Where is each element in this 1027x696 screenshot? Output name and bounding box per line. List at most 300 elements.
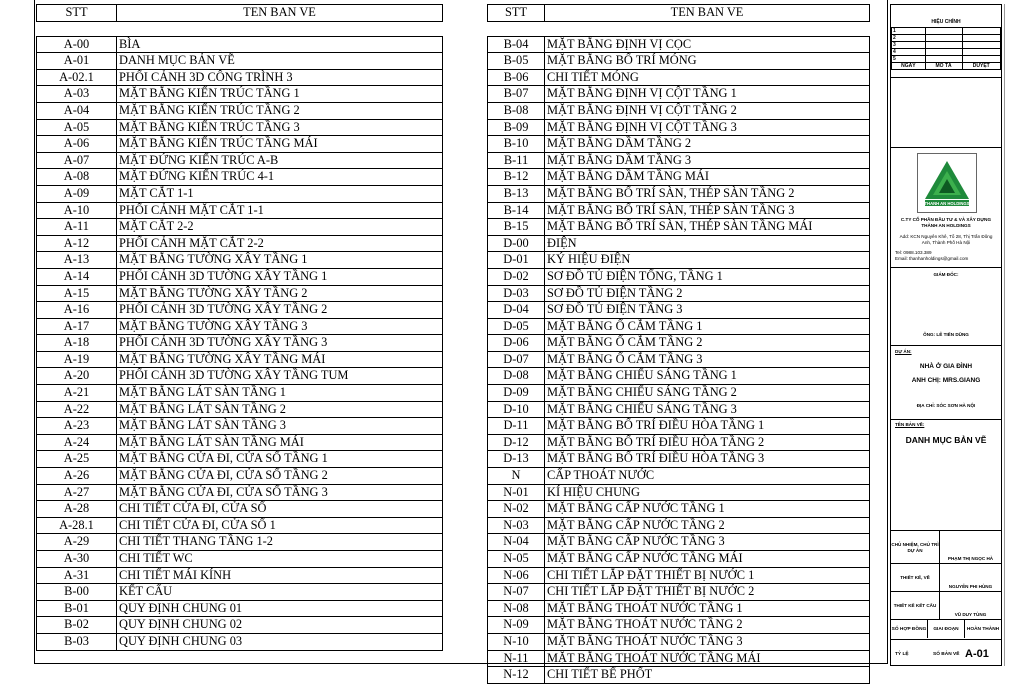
drawing-name: MẶT BẰNG ĐỊNH VỊ CỘT TẦNG 1 <box>545 86 870 103</box>
revision-header-row <box>892 63 1001 70</box>
drawing-code: D-01 <box>488 252 545 269</box>
table-row <box>488 468 870 485</box>
drawing-code: A-08 <box>37 169 117 186</box>
drawing-code: A-13 <box>37 252 117 269</box>
table-row <box>37 219 443 236</box>
drawing-name: CHI TIẾT LẮP ĐẶT THIẾT BỊ NƯỚC 1 <box>545 567 870 584</box>
table-row <box>488 335 870 352</box>
table-row <box>488 484 870 501</box>
table-row <box>37 102 443 119</box>
drawing-code: D-00 <box>488 235 545 252</box>
drawing-name: MẶT BẰNG THOÁT NƯỚC TẦNG MÁI <box>545 650 870 667</box>
table-row <box>37 633 443 650</box>
drawing-code: B-01 <box>37 600 117 617</box>
table-row <box>488 517 870 534</box>
drawing-name: MẶT BẰNG BỐ TRÍ ĐIỀU HÒA TẦNG 1 <box>545 418 870 435</box>
table-row <box>37 335 443 352</box>
revision-row <box>892 49 1001 56</box>
drawing-code: A-07 <box>37 152 117 169</box>
table-row <box>37 484 443 501</box>
table-row <box>488 252 870 269</box>
revision-row <box>892 42 1001 49</box>
drawing-name: KÝ HIỆU ĐIỆN <box>545 252 870 269</box>
table-row <box>488 617 870 634</box>
drawing-name: PHỐI CẢNH 3D TƯỜNG XÂY TẦNG 3 <box>117 335 443 352</box>
signature-role: CHỦ NHIỆM, CHỦ TRÌ DỰ ÁN <box>891 531 940 564</box>
table-row <box>37 517 443 534</box>
drawing-name: CHI TIẾT BỂ PHỐT <box>545 667 870 684</box>
signature-row <box>891 591 1001 620</box>
drawing-code: D-11 <box>488 418 545 435</box>
drawing-code: A-24 <box>37 434 117 451</box>
drawing-code: D-03 <box>488 285 545 302</box>
drawing-code: D-10 <box>488 401 545 418</box>
drawing-code: A-01 <box>37 53 117 70</box>
table-row <box>37 318 443 335</box>
table-row <box>37 69 443 86</box>
table-row <box>37 36 443 53</box>
drawing-name: MẶT BẰNG CẤP NƯỚC TẦNG 2 <box>545 517 870 534</box>
table-row <box>488 318 870 335</box>
table-row <box>37 235 443 252</box>
table-row <box>37 86 443 103</box>
drawing-name: MẶT BẰNG TƯỜNG XÂY TẦNG 1 <box>117 252 443 269</box>
table-row <box>37 185 443 202</box>
table-row <box>488 434 870 451</box>
drawing-code: B-05 <box>488 53 545 70</box>
table-row <box>488 119 870 136</box>
spacer-cell <box>37 21 117 36</box>
drawing-code: A-27 <box>37 484 117 501</box>
table-row <box>488 451 870 468</box>
drawing-code: B-13 <box>488 185 545 202</box>
drawing-name: MẶT BẰNG CHIẾU SÁNG TẦNG 3 <box>545 401 870 418</box>
revision-number: 2 <box>892 35 926 42</box>
drawing-name: PHỐI CẢNH 3D TƯỜNG XÂY TẦNG 2 <box>117 302 443 319</box>
drawing-code: D-06 <box>488 335 545 352</box>
company-tel: Tel: 0988.103.389 <box>895 250 932 255</box>
revision-col-approve: DUYỆT <box>962 63 1001 70</box>
page-edge <box>1004 4 1005 666</box>
drawing-name: MẶT ĐỨNG KIẾN TRÚC A-B <box>117 152 443 169</box>
drawing-name: MẶT BẰNG CỬA ĐI, CỬA SỔ TẦNG 1 <box>117 451 443 468</box>
revision-approve-cell <box>962 56 1001 63</box>
table-row <box>488 385 870 402</box>
table-row <box>488 219 870 236</box>
drawing-code: N-07 <box>488 584 545 601</box>
drawing-name: MẶT BẰNG LÁT SÀN TẦNG 2 <box>117 401 443 418</box>
drawing-code: B-03 <box>37 633 117 650</box>
drawing-name: MẶT BẰNG BỐ TRÍ SÀN, THÉP SÀN TẦNG MÁI <box>545 219 870 236</box>
table-row <box>37 368 443 385</box>
table-row <box>488 202 870 219</box>
revision-desc-cell <box>925 28 962 35</box>
drawing-name: MẶT BẰNG ĐỊNH VỊ CỌC <box>545 36 870 53</box>
drawing-code: A-26 <box>37 468 117 485</box>
contract-no: SỐ HỢP ĐỒNG <box>891 620 928 638</box>
drawing-name: MẶT BẰNG ĐỊNH VỊ CỘT TẦNG 3 <box>545 119 870 136</box>
drawing-name: QUY ĐỊNH CHUNG 01 <box>117 600 443 617</box>
drawing-name: CHI TIẾT WC <box>117 551 443 568</box>
drawing-name: MẶT CẮT 2-2 <box>117 219 443 236</box>
drawing-name: MẶT ĐỨNG KIẾN TRÚC 4-1 <box>117 169 443 186</box>
drawing-code: A-18 <box>37 335 117 352</box>
drawing-code: N-01 <box>488 484 545 501</box>
table-row <box>37 136 443 153</box>
table-row <box>37 152 443 169</box>
drawing-name: MẶT CẮT 1-1 <box>117 185 443 202</box>
table-row <box>488 351 870 368</box>
logo-wordmark: THANH AN HOLDINGS <box>924 201 970 206</box>
header-name: TEN BAN VE <box>545 5 870 22</box>
drawing-name: MẶT BẰNG BỐ TRÍ SÀN, THÉP SÀN TẦNG 3 <box>545 202 870 219</box>
drawing-name: ĐIỆN <box>545 235 870 252</box>
drawing-code: B-09 <box>488 119 545 136</box>
drawing-code: A-23 <box>37 418 117 435</box>
table-row <box>488 136 870 153</box>
drawing-code: N-05 <box>488 551 545 568</box>
sheet-number: A-01 <box>965 648 989 660</box>
drawing-name: MẶT BẰNG BỐ TRÍ MÓNG <box>545 53 870 70</box>
drawing-code: D-07 <box>488 351 545 368</box>
revision-title: HIỆU CHỈNH <box>931 19 961 25</box>
drawing-list-left <box>36 4 443 651</box>
table-row <box>37 252 443 269</box>
revision-number: 5 <box>892 56 926 63</box>
title-block <box>890 4 1002 666</box>
drawing-name: MẶT BẰNG CẤP NƯỚC TẦNG 1 <box>545 501 870 518</box>
table-row <box>488 551 870 568</box>
sheet-title: DANH MỤC BẢN VẼ <box>905 435 987 445</box>
table-row <box>488 152 870 169</box>
revision-desc-cell <box>925 49 962 56</box>
table-row <box>37 501 443 518</box>
drawing-code: B-07 <box>488 86 545 103</box>
drawing-code: A-29 <box>37 534 117 551</box>
drawing-name: MẶT BẰNG LÁT SÀN TẦNG 1 <box>117 385 443 402</box>
table-row <box>488 102 870 119</box>
table-row <box>488 235 870 252</box>
table-row <box>37 401 443 418</box>
table-row <box>488 600 870 617</box>
project-name: NHÀ Ở GIA ĐÌNH <box>919 363 973 370</box>
sheet-number-row <box>891 643 1001 665</box>
table-row <box>37 468 443 485</box>
drawing-code: A-19 <box>37 351 117 368</box>
table-row <box>488 667 870 684</box>
company-email: Email: thanhanholdings@gmail.com <box>895 256 969 261</box>
table-row <box>37 584 443 601</box>
client-name: ANH CHỊ: MRS.GIANG <box>911 377 981 384</box>
triangle-logo-icon <box>921 157 973 209</box>
drawing-code: N-02 <box>488 501 545 518</box>
table-row <box>37 268 443 285</box>
drawing-code: A-10 <box>37 202 117 219</box>
table-row <box>488 169 870 186</box>
drawing-name: MẶT BẰNG CHIẾU SÁNG TẦNG 2 <box>545 385 870 402</box>
drawing-code: A-21 <box>37 385 117 402</box>
table-row <box>37 534 443 551</box>
signature-name: VŨ DUY TÙNG <box>954 612 987 617</box>
signature-name: PHẠM THỊ NGỌC HÀ <box>947 556 994 561</box>
drawing-name: PHỐI CẢNH 3D CÔNG TRÌNH 3 <box>117 69 443 86</box>
drawing-code: B-00 <box>37 584 117 601</box>
completion: HOÀN THÀNH <box>966 626 1000 632</box>
signature-role: THIẾT KẾ KẾT CẤU <box>891 592 940 620</box>
drawing-name: SƠ ĐỒ TỦ ĐIỆN TẦNG 3 <box>545 302 870 319</box>
spacer-cell <box>488 21 545 36</box>
drawing-code: B-04 <box>488 36 545 53</box>
drawing-code: A-14 <box>37 268 117 285</box>
drawing-name: MẶT BẰNG BỐ TRÍ SÀN, THÉP SÀN TẦNG 2 <box>545 185 870 202</box>
drawing-code: N-03 <box>488 517 545 534</box>
table-row <box>37 551 443 568</box>
table-row <box>488 285 870 302</box>
director-label: GIÁM ĐỐC: <box>933 272 959 277</box>
drawing-code: A-06 <box>37 136 117 153</box>
signature-row <box>891 530 1001 564</box>
drawing-name: MẶT BẰNG BỐ TRÍ ĐIỀU HÒA TẦNG 3 <box>545 451 870 468</box>
table-row <box>488 633 870 650</box>
company-logo <box>917 153 977 213</box>
drawing-name: CHI TIẾT LẮP ĐẶT THIẾT BỊ NƯỚC 2 <box>545 584 870 601</box>
table-row <box>488 185 870 202</box>
header-stt: STT <box>37 5 117 22</box>
project-label: DỰ ÁN: <box>895 349 912 354</box>
drawing-name: QUY ĐỊNH CHUNG 02 <box>117 617 443 634</box>
phase-row <box>891 620 1001 638</box>
drawing-code: A-28.1 <box>37 517 117 534</box>
drawing-code: D-12 <box>488 434 545 451</box>
drawing-name: MẶT BẰNG CHIẾU SÁNG TẦNG 1 <box>545 368 870 385</box>
drawing-name: CHI TIẾT CỬA ĐI, CỬA SỔ <box>117 501 443 518</box>
revision-approve-cell <box>962 28 1001 35</box>
drawing-name: MẶT BẰNG CẤP NƯỚC TẦNG 3 <box>545 534 870 551</box>
drawing-code: D-09 <box>488 385 545 402</box>
drawing-name: MẶT BẰNG DẦM TẦNG 2 <box>545 136 870 153</box>
drawing-name: PHỐI CẢNH 3D TƯỜNG XÂY TẦNG 1 <box>117 268 443 285</box>
revision-approve-cell <box>962 35 1001 42</box>
drawing-name: MẶT BẰNG THOÁT NƯỚC TẦNG 3 <box>545 633 870 650</box>
drawing-code: D-05 <box>488 318 545 335</box>
table-row <box>37 600 443 617</box>
drawing-name: MẶT BẰNG TƯỜNG XÂY TẦNG MÁI <box>117 351 443 368</box>
revision-number: 1 <box>892 28 926 35</box>
drawing-name: CHI TIẾT MÁI KÍNH <box>117 567 443 584</box>
drawing-code: A-30 <box>37 551 117 568</box>
revision-desc-cell <box>925 35 962 42</box>
header-name: TEN BAN VE <box>117 5 443 22</box>
drawing-code: N-04 <box>488 534 545 551</box>
table-row <box>37 302 443 319</box>
table-row <box>37 169 443 186</box>
spacer-cell <box>117 21 443 36</box>
revision-approve-cell <box>962 49 1001 56</box>
drawing-code: N-08 <box>488 600 545 617</box>
drawing-code: A-16 <box>37 302 117 319</box>
table-row <box>37 567 443 584</box>
drawing-name: MẶT BẰNG CẤP NƯỚC TẦNG MÁI <box>545 551 870 568</box>
stage: GIAI ĐOẠN <box>928 620 965 638</box>
signature-name: NGUYỄN PHI HÙNG <box>948 584 993 589</box>
revision-col-desc: MÔ TẢ <box>925 63 962 70</box>
drawing-code: B-15 <box>488 219 545 236</box>
drawing-name: CHI TIẾT THANG TẦNG 1-2 <box>117 534 443 551</box>
table-row <box>37 451 443 468</box>
revision-col-date: NGÀY <box>892 63 926 70</box>
company-name: C.TY CỔ PHẦN ĐẦU TƯ & VÀ XÂY DỰNG THÀNH AN HOLDINGS <box>900 217 992 228</box>
header-stt: STT <box>488 5 545 22</box>
drawing-code: A-31 <box>37 567 117 584</box>
drawing-code: N-12 <box>488 667 545 684</box>
table-row <box>37 418 443 435</box>
drawing-name: MẶT BẰNG Ổ CẮM TẦNG 1 <box>545 318 870 335</box>
table-row <box>488 401 870 418</box>
drawing-name: PHỐI CẢNH MẶT CẮT 2-2 <box>117 235 443 252</box>
drawing-code: N-09 <box>488 617 545 634</box>
sheet-no-label: SỐ BẢN VẼ <box>933 651 960 657</box>
table-row <box>488 501 870 518</box>
drawing-code: B-10 <box>488 136 545 153</box>
scale-label: TỶ LỆ <box>895 651 909 657</box>
drawing-name: MẶT BẰNG TƯỜNG XÂY TẦNG 3 <box>117 318 443 335</box>
drawing-name: CẤP THOÁT NƯỚC <box>545 468 870 485</box>
director-name: ÔNG: LÊ TIẾN DŨNG <box>923 332 969 337</box>
table-row <box>37 119 443 136</box>
drawing-code: A-12 <box>37 235 117 252</box>
drawing-name: CHI TIẾT MÓNG <box>545 69 870 86</box>
drawing-list-right <box>487 4 870 684</box>
table-row <box>488 302 870 319</box>
revision-row <box>892 28 1001 35</box>
sheet-label: TÊN BẢN VẼ: <box>895 422 925 427</box>
drawing-name: MẶT BẰNG DẦM TẦNG 3 <box>545 152 870 169</box>
drawing-code: A-15 <box>37 285 117 302</box>
table-row <box>488 418 870 435</box>
drawing-code: N-06 <box>488 567 545 584</box>
revision-desc-cell <box>925 56 962 63</box>
drawing-name: PHỐI CẢNH 3D TƯỜNG XÂY TẦNG TUM <box>117 368 443 385</box>
drawing-code: N-11 <box>488 650 545 667</box>
table-row <box>488 268 870 285</box>
table-row <box>488 368 870 385</box>
drawing-code: A-00 <box>37 36 117 53</box>
table-row <box>37 351 443 368</box>
drawing-code: A-25 <box>37 451 117 468</box>
drawing-code: B-14 <box>488 202 545 219</box>
drawing-code: A-03 <box>37 86 117 103</box>
drawing-name: MẶT BẰNG DẦM TẦNG MÁI <box>545 169 870 186</box>
drawing-name: CHI TIẾT CỬA ĐI, CỬA SỔ 1 <box>117 517 443 534</box>
drawing-code: D-13 <box>488 451 545 468</box>
drawing-name: DANH MỤC BẢN VẼ <box>117 53 443 70</box>
drawing-name: MẶT BẰNG CỬA ĐI, CỬA SỔ TẦNG 2 <box>117 468 443 485</box>
table-row <box>37 385 443 402</box>
drawing-code: D-02 <box>488 268 545 285</box>
drawing-code: A-28 <box>37 501 117 518</box>
drawing-name: MẶT BẰNG KIẾN TRÚC TẦNG MÁI <box>117 136 443 153</box>
table-header-row <box>37 5 443 22</box>
drawing-name: MẶT BẰNG KIẾN TRÚC TẦNG 3 <box>117 119 443 136</box>
drawing-name: BÌA <box>117 36 443 53</box>
table-row <box>37 53 443 70</box>
spacer-row <box>488 21 870 36</box>
company-address: Add: KCN Nguyên Khê, Tổ 28, Thị Trấn Đông Anh, Thành Phố Hà Nội <box>899 234 993 245</box>
drawing-code: A-17 <box>37 318 117 335</box>
drawing-name: MẶT BẰNG Ổ CẮM TẦNG 3 <box>545 351 870 368</box>
drawing-code: B-12 <box>488 169 545 186</box>
table-row <box>37 434 443 451</box>
revision-approve-cell <box>962 42 1001 49</box>
revision-table <box>891 27 1001 70</box>
table-row <box>488 584 870 601</box>
table-row <box>488 36 870 53</box>
table-header-row <box>488 5 870 22</box>
table-row <box>488 86 870 103</box>
drawing-name: MẶT BẰNG CỬA ĐI, CỬA SỔ TẦNG 3 <box>117 484 443 501</box>
drawing-name: MẶT BẰNG KIẾN TRÚC TẦNG 1 <box>117 86 443 103</box>
drawing-name: MẶT BẰNG LÁT SÀN TẦNG 3 <box>117 418 443 435</box>
drawing-code: A-02.1 <box>37 69 117 86</box>
drawing-name: PHỐI CẢNH MẶT CẮT 1-1 <box>117 202 443 219</box>
drawing-code: A-04 <box>37 102 117 119</box>
drawing-code: A-22 <box>37 401 117 418</box>
table-row <box>37 202 443 219</box>
drawing-code: N <box>488 468 545 485</box>
table-row <box>488 53 870 70</box>
table-row <box>488 69 870 86</box>
drawing-name: SƠ ĐỒ TỦ ĐIỆN TỔNG, TẦNG 1 <box>545 268 870 285</box>
revision-row <box>892 35 1001 42</box>
drawing-code: B-06 <box>488 69 545 86</box>
revision-row <box>892 56 1001 63</box>
drawing-code: D-04 <box>488 302 545 319</box>
drawing-name: QUY ĐỊNH CHUNG 03 <box>117 633 443 650</box>
revision-number: 4 <box>892 49 926 56</box>
spacer-cell <box>545 21 870 36</box>
drawing-code: A-05 <box>37 119 117 136</box>
drawing-code: A-20 <box>37 368 117 385</box>
drawing-name: MẶT BẰNG TƯỜNG XÂY TẦNG 2 <box>117 285 443 302</box>
table-row <box>488 534 870 551</box>
drawing-code: D-08 <box>488 368 545 385</box>
drawing-code: N-10 <box>488 633 545 650</box>
drawing-name: MẶT BẰNG THOÁT NƯỚC TẦNG 2 <box>545 617 870 634</box>
drawing-name: MẶT BẰNG THOÁT NƯỚC TẦNG 1 <box>545 600 870 617</box>
drawing-name: SƠ ĐỒ TỦ ĐIỆN TẦNG 2 <box>545 285 870 302</box>
drawing-name: MẶT BẰNG LÁT SÀN TẦNG MÁI <box>117 434 443 451</box>
drawing-code: A-09 <box>37 185 117 202</box>
drawing-name: KẾT CẤU <box>117 584 443 601</box>
spacer-row <box>37 21 443 36</box>
table-row <box>37 285 443 302</box>
drawing-code: B-11 <box>488 152 545 169</box>
drawing-name: MẶT BẰNG ĐỊNH VỊ CỘT TẦNG 2 <box>545 102 870 119</box>
signature-row <box>891 563 1001 592</box>
drawing-name: KÍ HIỆU CHUNG <box>545 484 870 501</box>
table-row <box>37 617 443 634</box>
table-row <box>488 567 870 584</box>
project-location: ĐỊA CHỈ: SÓC SƠN HÀ NỘI <box>916 403 976 408</box>
signature-role: THIẾT KẾ, VẼ <box>891 564 940 592</box>
drawing-code: A-11 <box>37 219 117 236</box>
drawing-name: MẶT BẰNG BỐ TRÍ ĐIỀU HÒA TẦNG 2 <box>545 434 870 451</box>
table-row <box>488 650 870 667</box>
drawing-name: MẶT BẰNG Ổ CẮM TẦNG 2 <box>545 335 870 352</box>
revision-desc-cell <box>925 42 962 49</box>
drawing-name: MẶT BẰNG KIẾN TRÚC TẦNG 2 <box>117 102 443 119</box>
drawing-code: B-02 <box>37 617 117 634</box>
